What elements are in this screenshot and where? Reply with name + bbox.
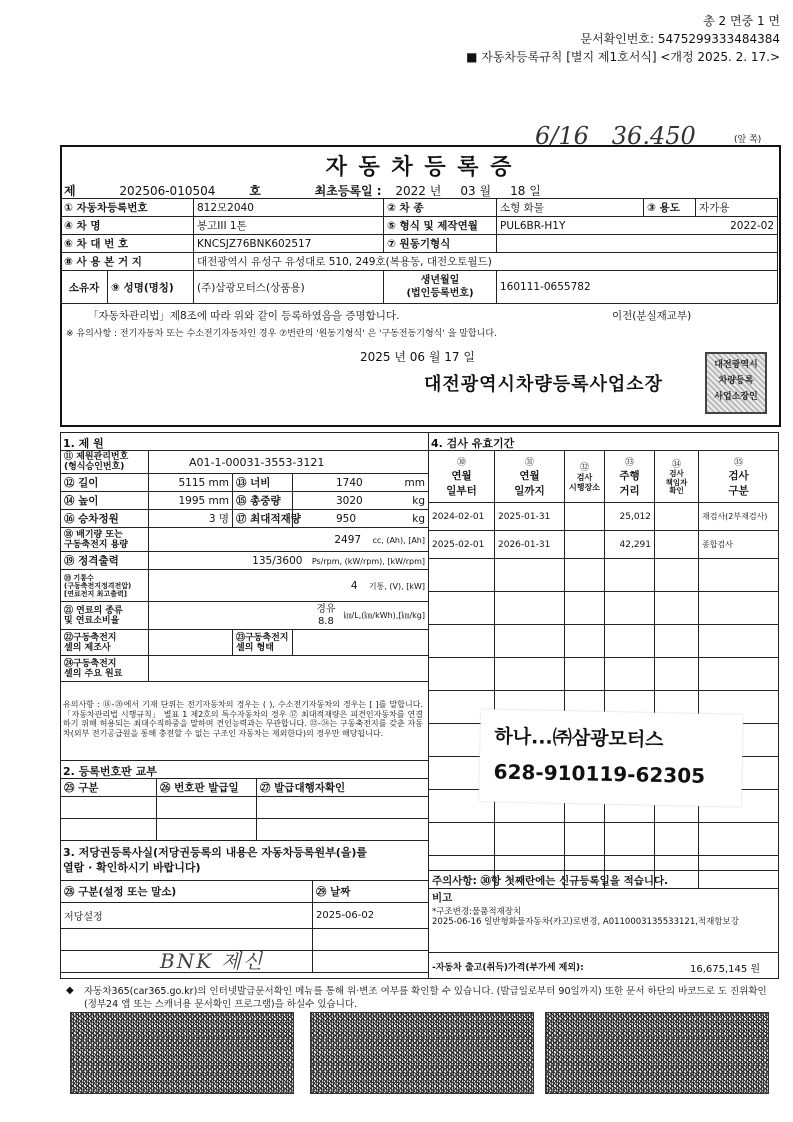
doc-confirm [520, 30, 780, 47]
remark-text: *구조변경:물품적재장치 2025-06-16 일반형화물자동차(카고)로변경, A011000313553312​1,적재함보강 [432, 907, 739, 927]
inspection-empty-row [429, 625, 779, 658]
barcode-1 [70, 1012, 294, 1094]
width-unit: mm [404, 476, 425, 489]
model-cell [497, 217, 778, 235]
inspection-empty-row [429, 658, 779, 691]
inspection-empty-cell [699, 592, 779, 625]
capacity-cell [149, 510, 233, 528]
handwritten-note: 6/16 36.450 [535, 122, 696, 150]
disp-cell [149, 528, 429, 552]
insp-to: 2026-01-31 [495, 531, 565, 559]
sticker-line2: 628-910119-62305 [493, 759, 706, 788]
cyl: 4 [350, 579, 358, 592]
inspection-empty-cell [495, 823, 565, 856]
head-num-4: ㉝ [624, 458, 634, 468]
inspection-note: 주의사항: ㉚항 첫째란에는 신규등록일을 적습니다. [432, 875, 669, 887]
head-num-5: ㉞ [671, 460, 681, 471]
diamond-bullet: ◆ [66, 985, 74, 996]
inspection-empty-row [429, 592, 779, 625]
bat-maker-label: ㉒구동축전지 셀의 제조사 [61, 630, 149, 656]
bat-mat [149, 656, 429, 682]
inspection-empty-cell [495, 625, 565, 658]
reg-suffix: 호 [249, 184, 261, 198]
width-label: ⑬ 너비 [233, 474, 293, 492]
head-to: 연월 일까지 [514, 470, 545, 497]
inspection-divider [428, 870, 778, 871]
plate-title: 2. 등록번호판 교부 [63, 765, 157, 778]
mortgage-date: 2025-06-02 [313, 903, 429, 929]
spec-table [60, 450, 429, 682]
fuel-eff: 8.8 [317, 615, 334, 627]
insp-place [565, 503, 605, 531]
inspection-empty-cell [655, 559, 699, 592]
price-value: 16,675,145 원 [690, 964, 761, 975]
head-from: 연월 일부터 [446, 470, 477, 497]
inspection-head-row [429, 451, 779, 503]
insp-to: 2025-01-31 [495, 503, 565, 531]
fuel-label: ㉑ 연료의 종류 및 연료소비율 [61, 602, 149, 630]
inspection-empty-cell [699, 658, 779, 691]
height-label: ⑭ 높이 [61, 492, 149, 510]
insp-check [655, 503, 699, 531]
name-label: ④ 차 명 [61, 217, 194, 235]
inspection-table [428, 450, 779, 889]
first-reg-label: 최초등록일 : [314, 184, 382, 198]
address: 대전광역시 유성구 유성대로 510, 249호(복용동, 대전오토월드) [194, 253, 778, 271]
cyl-label: ⑳ 기통수 (구동축전지정격전압) [연료전지 최고출력] [61, 570, 149, 602]
inspection-empty-cell [429, 625, 495, 658]
inspection-empty-cell [495, 559, 565, 592]
use: 자가용 [696, 199, 778, 217]
head-num-3: ㉜ [579, 463, 589, 473]
mortgage-cell [313, 929, 429, 951]
inspection-empty-cell [655, 823, 699, 856]
inspection-empty-cell [699, 823, 779, 856]
page-count: 총 2 면중 1 면 [703, 14, 780, 28]
head-km: 주행 거리 [619, 470, 640, 497]
mgmt-no: A01-1-00031-3553-3121 [149, 451, 429, 474]
doc-title: 자 동 차 등 록 증 [325, 155, 514, 180]
capacity: 3 [208, 513, 216, 525]
basic-info-table [60, 198, 778, 271]
inspection-title: 4. 검사 유효기간 [431, 437, 515, 450]
inspection-empty-cell [495, 592, 565, 625]
mortgage-cell [313, 951, 429, 973]
first-reg-date: 2022 년 03 월 18 일 [395, 184, 541, 198]
gross-unit: kg [412, 494, 425, 507]
inspection-empty-cell [429, 658, 495, 691]
handwritten-bank: BNK 제신 [160, 949, 265, 973]
inspection-empty-cell [495, 658, 565, 691]
plate-divider [60, 760, 428, 761]
insp-kind: 재검사(2부재검사) [699, 503, 779, 531]
inspection-empty-cell [565, 823, 605, 856]
model-date: 2022-02 [730, 219, 774, 232]
mortgage-title: 3. 저당권등록사실(저당권등록의 내용은 자동차등록원부(을)를 열람 · 확인하시기 바랍니다) [63, 846, 368, 874]
width: 1740 [336, 476, 363, 489]
bat-maker [149, 630, 233, 656]
inspection-empty-cell [699, 559, 779, 592]
height: 1995 [178, 494, 206, 507]
insp-km: 42,291 [605, 531, 655, 559]
office-name: 대전광역시차량등록사업소장 [424, 374, 664, 395]
inspection-empty-cell [565, 559, 605, 592]
head-kind: 검사 구분 [728, 470, 749, 497]
cyl-unit: 기통, (V), [kW] [368, 581, 425, 591]
gross: 3020 [336, 494, 363, 507]
inspection-empty-cell [699, 856, 779, 889]
reg-line [64, 182, 541, 199]
engine [497, 235, 778, 253]
owner-table [60, 270, 778, 304]
inspection-empty-row [429, 559, 779, 592]
inspection-row [429, 531, 779, 559]
plate-cell [61, 797, 157, 819]
doc-no-label: 문서확인번호: [580, 32, 655, 46]
type: 소형 화물 [497, 199, 644, 217]
note-electric: ※ 유의사항 : 전기자동차 또는 수소전기자동차인 경우 ⑦번란의 '원동기형식' 은 '구동전동기형식' 을 말합니다. [66, 329, 497, 339]
mortgage-kind: 저당설정 [61, 903, 313, 929]
disp: 2497 [334, 533, 362, 546]
insp-km: 25,012 [605, 503, 655, 531]
doc-no: 5475299333484384 [657, 32, 780, 46]
length-cell [149, 474, 233, 492]
price-divider [428, 952, 778, 953]
reg-no: 812모2040 [194, 199, 384, 217]
insp-from: 2024-02-01 [429, 503, 495, 531]
remark-divider [428, 888, 778, 889]
reg-prefix: 제 [64, 184, 76, 198]
account-sticker [479, 709, 743, 806]
birth: 160111-0655782 [497, 271, 778, 304]
mgmt-label: ⑪ 제원관리번호 (형식승인번호) [61, 451, 149, 474]
head-check: 검사 책임자 확인 [665, 469, 688, 496]
power-cell [149, 552, 429, 570]
address-label: ⑧ 사 용 본 거 지 [61, 253, 194, 271]
inspection-row [429, 503, 779, 531]
height-cell [149, 492, 233, 510]
power-unit: Ps/rpm, (kW/rpm), [kW/rpm] [311, 556, 425, 566]
maxload-cell [293, 510, 429, 528]
transfer-text: 이전(분실재교부) [612, 310, 692, 322]
length: 5115 [178, 476, 206, 489]
inspection-empty-cell [429, 559, 495, 592]
head-num-6: ㉟ [733, 458, 743, 468]
inspection-empty-row [429, 823, 779, 856]
inspection-empty-cell [699, 625, 779, 658]
inspection-empty-cell [429, 823, 495, 856]
plate-cell [61, 819, 157, 841]
inspection-empty-cell [605, 559, 655, 592]
power: 135/3600 [252, 554, 303, 567]
bat-form [293, 630, 429, 656]
model: PUL6BR-H1Y [500, 219, 566, 232]
width-cell [293, 474, 429, 492]
inspection-empty-cell [565, 658, 605, 691]
head-num-1: ㉚ [456, 458, 466, 468]
vin: KNCSJZ76BNK602517 [194, 235, 384, 253]
name: 봉고III 1톤 [194, 217, 384, 235]
disp-unit: cc, (Ah), [Ah] [372, 535, 425, 545]
reg-no-label: ① 자동차등록번호 [61, 199, 194, 217]
regulation: ■ 자동차등록규칙 [별지 제1호서식] <개정 2025. 2. 17.> [466, 50, 780, 64]
maxload-unit: kg [412, 512, 425, 525]
maxload-label: ⑰ 최대적재량 [233, 510, 293, 528]
inspection-empty-cell [605, 823, 655, 856]
inspection-empty-cell [565, 592, 605, 625]
cyl-cell [149, 570, 429, 602]
insp-place [565, 531, 605, 559]
mortgage-col2: ㉙ 날짜 [313, 881, 429, 903]
plate-cell [157, 819, 257, 841]
type-label: ② 차 종 [384, 199, 497, 217]
seal-text: 대전광역시 차량등록 사업소장인 [714, 360, 758, 402]
plate-cell [257, 797, 429, 819]
height-unit: mm [208, 494, 229, 507]
capacity-label: ⑯ 승차정원 [61, 510, 149, 528]
issue-date: 2025 년 06 월 17 일 [360, 350, 475, 364]
official-seal [705, 352, 767, 414]
front-label: (앞 쪽) [734, 135, 762, 145]
inspection-empty-cell [655, 658, 699, 691]
owner-name: (주)삼광모터스(상품용) [194, 271, 384, 304]
barcode-2 [310, 1012, 534, 1094]
plate-table [60, 778, 429, 841]
head-place: 검사 시행장소 [569, 473, 600, 492]
insp-check [655, 531, 699, 559]
footer-text: 자동차365(car365.go.kr)의 인터넷발급문서확인 메뉴를 통해 위·변조 여부를 확인할 수 있습니다. (발급일로부터 90일까지) 또한 문서 하단의 바코드로 도 진위확인(정부24 앱 또는 스캐너용 문서확인 프로그램)을 하실수 있습니다. [84, 986, 767, 1010]
gross-cell [293, 492, 429, 510]
certify-text: 「자동차관리법」제8조에 따라 위와 같이 등록하였음을 증명합니다. [88, 310, 400, 322]
length-label: ⑫ 길이 [61, 474, 149, 492]
spec-title: 1. 제 원 [63, 437, 104, 450]
plate-col2: ㉖ 번호판 발급일 [157, 779, 257, 797]
barcode-3 [545, 1012, 769, 1094]
capacity-unit: 명 [218, 513, 229, 525]
spec-note: 유의사항 : ⑱-⑳에서 기재 단위는 전기자동차의 경우는 ( ), 수소전기자동차의 경우는 [ ]를 말합니다. 「자동차관리법 시행규칙」 별표 1 제2호의 특수자동차의 경우 ⑰ 최대적재량은 피견인자동차를 연결하기 위해 허용되는 최대수직하중을 말하며 견인능력과는 무관합니다. ㉒-㉔는 구동축전지를 갖춘 자동차(외부 전기공급원을 통해 충전할 수 없는 구조인 자동차는 제외한다)의 경우만 해당됩니다. [63, 700, 423, 738]
head-num-2: ㉛ [524, 458, 534, 468]
insp-kind: 종합검사 [699, 531, 779, 559]
fuel-cell [149, 602, 429, 630]
plate-cell [157, 797, 257, 819]
owner-name-label: ⑨ 성명(명칭) [108, 271, 194, 304]
engine-label: ⑦ 원동기형식 [384, 235, 497, 253]
bat-form-label: ㉓구동축전지 셀의 형태 [233, 630, 293, 656]
plate-col1: ㉕ 구분 [61, 779, 157, 797]
inspection-empty-cell [655, 625, 699, 658]
owner-label: 소유자 [61, 271, 108, 304]
insp-from: 2025-02-01 [429, 531, 495, 559]
model-label: ⑤ 형식 및 제작연월 [384, 217, 497, 235]
inspection-empty-cell [605, 658, 655, 691]
inspection-empty-cell [605, 625, 655, 658]
fuel-unit: ㎞/L,(㎞/kWh),[㎞/kg] [343, 611, 425, 620]
use-label: ③ 용도 [644, 199, 696, 217]
plate-col3: ㉗ 발급대행자확인 [257, 779, 429, 797]
bat-mat-label: ㉔구동축전지 셀의 주요 원료 [61, 656, 149, 682]
gross-label: ⑮ 총중량 [233, 492, 293, 510]
sticker-line1: 하나...㈜삼광모터스 [494, 725, 664, 752]
disp-label: ⑱ 배기량 또는 구동축전지 용량 [61, 528, 149, 552]
fuel-type: 경유 [316, 603, 336, 615]
remark-label: 비고 [432, 892, 453, 904]
maxload: 950 [336, 512, 357, 525]
inspection-empty-cell [655, 592, 699, 625]
power-label: ⑲ 정격출력 [61, 552, 149, 570]
vin-label: ⑥ 차 대 번 호 [61, 235, 194, 253]
inspection-empty-cell [565, 625, 605, 658]
price-label: -자동차 출고(취득)가격(부가세 제외): [432, 963, 584, 973]
inspection-empty-cell [429, 592, 495, 625]
reg-number: 202506-010504 [119, 184, 216, 198]
inspection-empty-cell [605, 592, 655, 625]
length-unit: mm [208, 476, 229, 489]
birth-label: 생년월일 (법인등록번호) [384, 271, 497, 304]
mortgage-col1: ㉘ 구분(설정 또는 말소) [61, 881, 313, 903]
plate-cell [257, 819, 429, 841]
